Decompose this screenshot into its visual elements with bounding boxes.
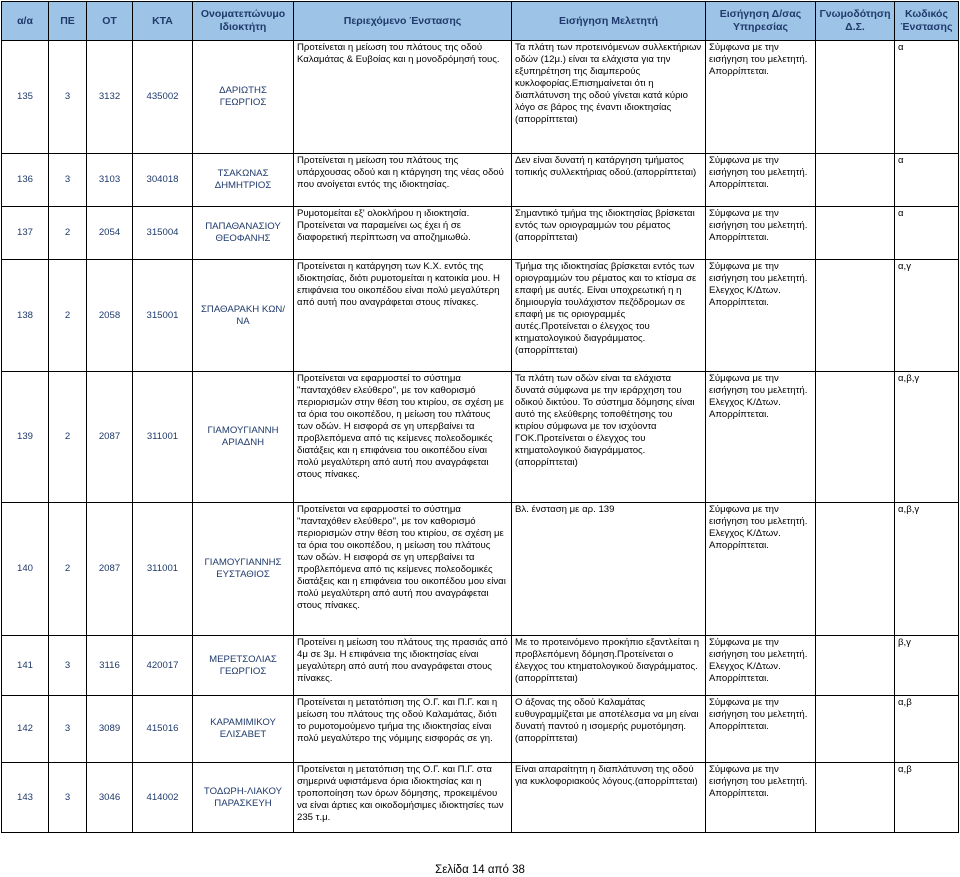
cell-ot: 2087 <box>87 372 133 503</box>
header-cell: Κωδικός Ένστασης <box>895 2 959 41</box>
cell-content: Προτείνεται να εφαρμοστεί το σύστημα "πανταχόθεν ελεύθερο", με τον καθορισμό περιορισμών στην θέση του κτιρίου, σε σχέση με τα όρια του οικοπέδου, η μείωση του πλάτους των οδών. Η εισφορά σε γη υπερβαίνει τα προβλεπόμενα από τις κείμενες πολεοδομικές διατάξεις και η επιφάνεια του οικοπέδου μου είναι πολύ μεγαλύτερη από αυτή που αναγράφεται στους πίνακες. <box>294 503 512 636</box>
table-row <box>2 260 959 372</box>
cell-content: Προτείνεται η μετατόπιση της Ο.Γ. και Π.Γ. και η μείωση του πλάτους της οδού Καλαμάτας, διότι το ρυμοτομούμενο τμήμα της ιδιοκτησίας είναι πολύ μεγαλύτερο της νόμιμης εισφοράς σε γη. <box>294 696 512 763</box>
cell-council <box>816 41 895 154</box>
cell-study: Σημαντικό τμήμα της ιδιοκτησίας βρίσκεται εντός των οριογραμμών του ρέματος (απορρίπτεται) <box>512 207 706 260</box>
cell-study: Βλ. ένσταση με αρ. 139 <box>512 503 706 636</box>
cell-content: Προτείνει η μείωση του πλάτους της πρασιάς από 4μ σε 3μ. Η επιφάνεια της ιδιοκτησίας είναι μεγαλύτερη από αυτή που αναγράφεται στους πίνακες. <box>294 636 512 696</box>
cell-kta: 311001 <box>133 503 193 636</box>
cell-code: α,β,γ <box>895 503 959 636</box>
cell-kta: 315001 <box>133 260 193 372</box>
cell-pe: 3 <box>49 636 87 696</box>
cell-content: Προτείνεται η μείωση του πλάτους της υπάρχουσας οδού και η κτάργηση της νέας οδού που ανοίγεται εντός της ιδιοκτησίας. <box>294 154 512 207</box>
header-cell: Περιεχόμενο Ένστασης <box>294 2 512 41</box>
table-row <box>2 372 959 503</box>
cell-kta: 414002 <box>133 763 193 833</box>
cell-aa: 137 <box>2 207 49 260</box>
cell-service: Σύμφωνα με την εισήγηση του μελετητή. Απορρίπτεται. <box>706 763 816 833</box>
cell-content: Προτείνεται η μείωση του πλάτους της οδού Καλαμάτας & Ευβοίας και η μονοδρόμησή τους. <box>294 41 512 154</box>
cell-aa: 142 <box>2 696 49 763</box>
header-cell: Εισήγηση Μελετητή <box>512 2 706 41</box>
cell-council <box>816 696 895 763</box>
cell-owner: ΜΕΡΕΤΣΟΛΙΑΣ ΓΕΩΡΓΙΟΣ <box>193 636 294 696</box>
table-row <box>2 207 959 260</box>
cell-kta: 311001 <box>133 372 193 503</box>
cell-owner: ΓΙΑΜΟΥΓΙΑΝΝΗΣ ΕΥΣΤΑΘΙΟΣ <box>193 503 294 636</box>
table-row <box>2 696 959 763</box>
table-row <box>2 41 959 154</box>
header-cell: α/α <box>2 2 49 41</box>
objections-table <box>1 1 959 833</box>
cell-service: Σύμφωνα με την εισήγηση του μελετητή. Απορρίπτεται. <box>706 154 816 207</box>
cell-owner: ΣΠΑΘΑΡΑΚΗ ΚΩΝ/ΝΑ <box>193 260 294 372</box>
cell-owner: ΤΟΔΩΡΗ-ΛΙΑΚΟΥ ΠΑΡΑΣΚΕΥΗ <box>193 763 294 833</box>
cell-owner: ΠΑΠΑΘΑΝΑΣΙΟΥ ΘΕΟΦΑΝΗΣ <box>193 207 294 260</box>
cell-council <box>816 763 895 833</box>
cell-ot: 3116 <box>87 636 133 696</box>
cell-aa: 136 <box>2 154 49 207</box>
cell-owner: ΔΑΡΙΩΤΗΣ ΓΕΩΡΓΙΟΣ <box>193 41 294 154</box>
cell-code: α <box>895 207 959 260</box>
cell-council <box>816 260 895 372</box>
table-row <box>2 636 959 696</box>
cell-pe: 2 <box>49 207 87 260</box>
cell-code: α,γ <box>895 260 959 372</box>
cell-kta: 435002 <box>133 41 193 154</box>
cell-pe: 3 <box>49 41 87 154</box>
cell-service: Σύμφωνα με την εισήγηση του μελετητή. Απορρίπτεται. <box>706 41 816 154</box>
cell-ot: 3132 <box>87 41 133 154</box>
cell-study: Ο άξονας της οδού Καλαμάτας ευθυγραμμίζεται με αποτέλεσμα να μη είναι δυνατή παντού η ισομερής ρυμοτόμηση.(απορρίπτεται) <box>512 696 706 763</box>
cell-aa: 135 <box>2 41 49 154</box>
cell-ot: 2058 <box>87 260 133 372</box>
cell-study: Τα πλάτη των προτεινόμενων συλλεκτήριων οδών (12μ.) είναι τα ελάχιστα για την εξυπηρέτηση της διαμπερούς κυκλοφορίας.Επισημαίνεται ότι η διαπλάτυνση της οδού γίνεται κατά κύριο λόγο σε βάρος της έναντι ιδιοκτησίας (απορρίπτεται) <box>512 41 706 154</box>
cell-study: Δεν είναι δυνατή η κατάργηση τμήματος τοπικής συλλεκτήριας οδού.(απορρίπτεται) <box>512 154 706 207</box>
cell-kta: 415016 <box>133 696 193 763</box>
cell-code: α,β <box>895 763 959 833</box>
cell-content: Προτείνεται η κατάργηση των Κ.Χ. εντός της ιδιοκτησίας, διότι ρυμοτομείται η κατοικία μου. Η επιφάνεια του οικοπέδου είναι πολύ μεγαλύτερη από αυτή που αναγράφεται στους πίνακες. <box>294 260 512 372</box>
header-cell: Εισήγηση Δ/σας Υπηρεσίας <box>706 2 816 41</box>
table-row <box>2 763 959 833</box>
cell-aa: 138 <box>2 260 49 372</box>
header-row <box>2 2 959 41</box>
cell-pe: 2 <box>49 503 87 636</box>
cell-service: Σύμφωνα με την εισήγηση του μελετητή. Ελεγχος Κ/Δτων. Απορρίπτεται. <box>706 503 816 636</box>
cell-content: Προτείνεται να εφαρμοστεί το σύστημα "πανταχόθεν ελεύθερο", με τον καθορισμό περιορισμών στην θέση του κτιρίου, σε σχέση με τα όρια του οικοπέδου, η μείωση του πλάτους των οδών. Η εισφορά σε γη υπερβαίνει τα προβλεπόμενα από τις κείμενες πολεοδομικές διατάξεις και η επιφάνεια του οικοπέδου είναι πολύ μεγαλύτερη από αυτή που αναγράφεται στους πίνακες. <box>294 372 512 503</box>
cell-ot: 3103 <box>87 154 133 207</box>
page-footer: Σελίδα 14 από 38 <box>435 864 525 876</box>
header-cell: Γνωμοδότηση Δ.Σ. <box>816 2 895 41</box>
cell-kta: 304018 <box>133 154 193 207</box>
cell-kta: 420017 <box>133 636 193 696</box>
cell-study: Είναι απαραίτητη η διαπλάτυνση της οδού για κυκλοφοριακούς λόγους.(απορρίπτεται) <box>512 763 706 833</box>
cell-service: Σύμφωνα με την εισήγηση του μελετητή. Απορρίπτεται. <box>706 207 816 260</box>
cell-service: Σύμφωνα με την εισήγηση του μελετητή. Ελεγχος Κ/Δτων. Απορρίπτεται. <box>706 260 816 372</box>
cell-content: Ρυμοτομείται εξ' ολοκλήρου η ιδιοκτησία. Προτείνεται να παραμείνει ως έχει ή σε διαφορετική περίπτωση να αποζημιωθώ. <box>294 207 512 260</box>
cell-owner: ΤΣΑΚΩΝΑΣ ΔΗΜΗΤΡΙΟΣ <box>193 154 294 207</box>
table-row <box>2 503 959 636</box>
cell-code: α <box>895 41 959 154</box>
cell-aa: 140 <box>2 503 49 636</box>
cell-study: Τα πλάτη των οδών είναι τα ελάχιστα δυνατά σύμφωνα με την ιεράρχηση του οδικού δικτύου. Το σύστημα δόμησης είναι αυτό της ελεύθερης τοποθέτησης του κτιρίου σύμφωνα με τον ισχύοντα ΓΟΚ.Προτείνεται ο έλεγχος του κτηματολογικού διαγράμματος.(απορρίπτεται) <box>512 372 706 503</box>
cell-pe: 2 <box>49 260 87 372</box>
table-row <box>2 154 959 207</box>
cell-content: Προτείνεται η μετατόπιση της Ο.Γ. και Π.Γ. στα σημερινά υφιστάμενα όρια ιδιοκτησίας και η τροποποίηση των όρων δόμησης, προκειμένου να είναι άρτιες και οικοδομήσιμες ιδιοκτησίες των 235 τ.μ. <box>294 763 512 833</box>
cell-ot: 3089 <box>87 696 133 763</box>
cell-pe: 3 <box>49 154 87 207</box>
cell-aa: 141 <box>2 636 49 696</box>
cell-council <box>816 154 895 207</box>
header-cell: ΟΤ <box>87 2 133 41</box>
cell-pe: 3 <box>49 696 87 763</box>
cell-owner: ΓΙΑΜΟΥΓΙΑΝΝΗ ΑΡΙΑΔΝΗ <box>193 372 294 503</box>
cell-council <box>816 207 895 260</box>
cell-study: Τμήμα της ιδιοκτησίας βρίσκεται εντός των οριογραμμών του ρέματος και το κτίσμα σε επαφή με αυτές. Είναι υποχρεωτική η η δημιουργία τουλάχιστον πεζόδρομων σε επαφή με τις οριογραμμές αυτές.Προτείνεται ο έλεγχος του κτηματολογικού διαγράμματος.(απορρίπτεται) <box>512 260 706 372</box>
header-cell: ΚΤΑ <box>133 2 193 41</box>
cell-code: β,γ <box>895 636 959 696</box>
header-cell: Ονοματεπώνυμο Ιδιοκτήτη <box>193 2 294 41</box>
cell-aa: 139 <box>2 372 49 503</box>
cell-owner: ΚΑΡΑΜΙΜΙΚΟΥ ΕΛΙΣΑΒΕΤ <box>193 696 294 763</box>
cell-service: Σύμφωνα με την εισήγηση του μελετητή. Ελεγχος Κ/Δτων. Απορρίπτεται. <box>706 636 816 696</box>
cell-pe: 2 <box>49 372 87 503</box>
cell-ot: 2054 <box>87 207 133 260</box>
header-cell: ΠΕ <box>49 2 87 41</box>
cell-code: α <box>895 154 959 207</box>
cell-service: Σύμφωνα με την εισήγηση του μελετητή. Απορρίπτεται. <box>706 696 816 763</box>
cell-council <box>816 636 895 696</box>
cell-service: Σύμφωνα με την εισήγηση του μελετητή. Ελεγχος Κ/Δτων. Απορρίπτεται. <box>706 372 816 503</box>
cell-code: α,β,γ <box>895 372 959 503</box>
cell-study: Με το προτεινόμενο προκήπιο εξαντλείται η προβλεπόμενη δόμηση.Προτείνεται ο έλεγχος του κτηματολογικού διαγράμματος.(απορρίπτεται) <box>512 636 706 696</box>
cell-council <box>816 372 895 503</box>
cell-kta: 315004 <box>133 207 193 260</box>
cell-council <box>816 503 895 636</box>
cell-pe: 3 <box>49 763 87 833</box>
cell-ot: 3046 <box>87 763 133 833</box>
cell-ot: 2087 <box>87 503 133 636</box>
cell-code: α,β <box>895 696 959 763</box>
cell-aa: 143 <box>2 763 49 833</box>
